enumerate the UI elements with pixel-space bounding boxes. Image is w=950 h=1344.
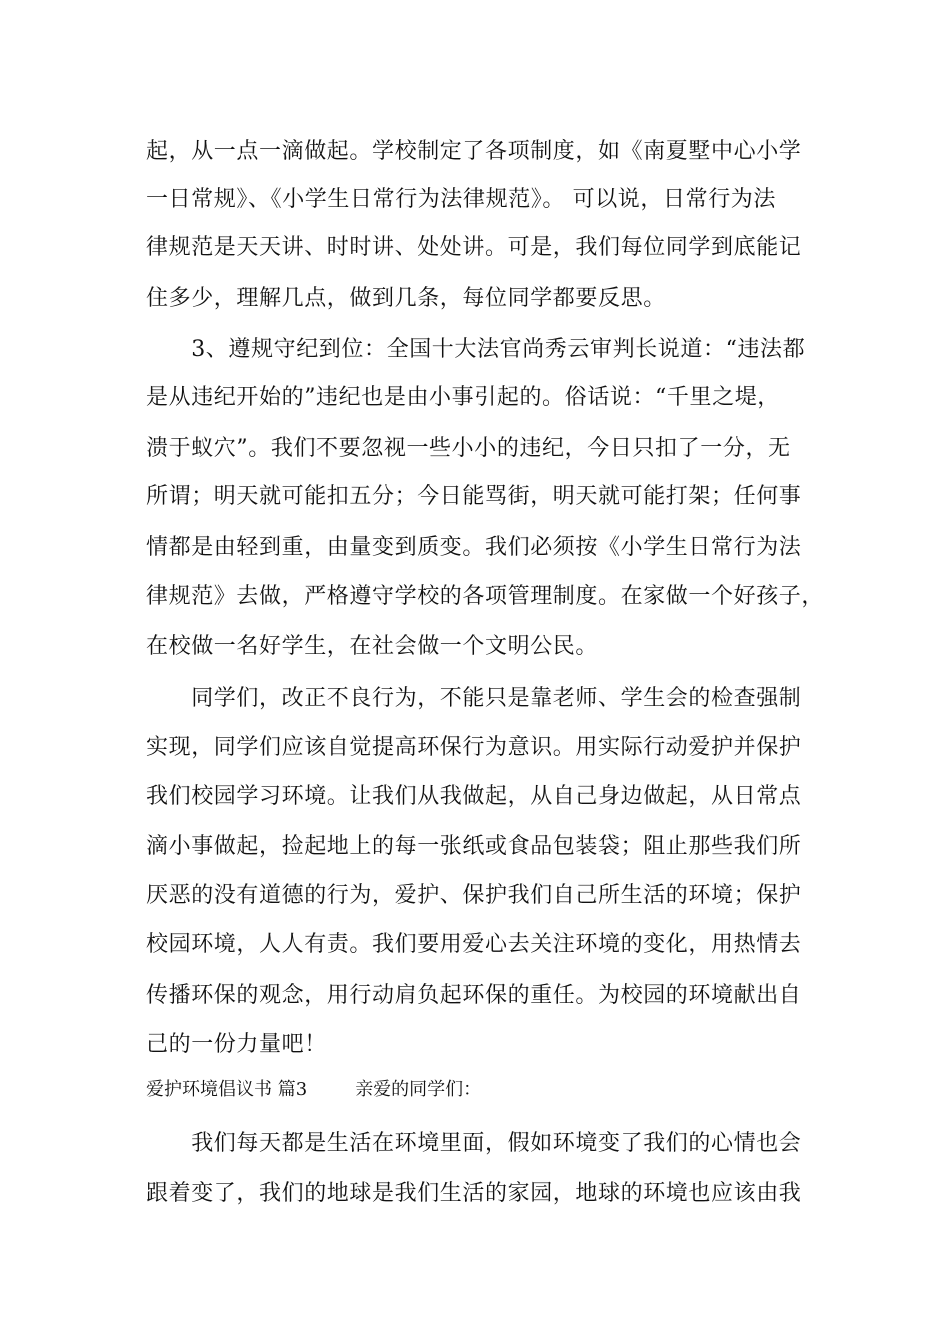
text-line: 溃于蚁穴”。我们不要忽视一些小小的违纪，今日只扣了一分，无 [146, 436, 791, 461]
text-line: 厌恶的没有道德的行为，爱护、保护我们自己所生活的环境；保护 [146, 883, 802, 908]
text-line: 我们校园学习环境。让我们从我做起，从自己身边做起，从日常点 [146, 784, 802, 809]
text-line: 住多少，理解几点，做到几条，每位同学都要反思。 [146, 286, 666, 311]
text-line: 起，从一点一滴做起。学校制定了各项制度，如《南夏墅中心小学 [146, 139, 802, 164]
text-line: 是从违纪开始的”违纪也是由小事引起的。俗话说：“千里之堤， [146, 385, 780, 410]
text-line: 一日常规》、《小学生日常行为法律规范》。 可以说，日常行为法 [146, 187, 776, 212]
text-line: 校园环境，人人有责。我们要用爱心去关注环境的变化，用热情去 [146, 932, 802, 957]
text-line: 律规范》去做，严格遵守学校的各项管理制度。在家做一个好孩子， [146, 584, 825, 609]
section-title: 爱护环境倡议书 篇3 [146, 1079, 308, 1100]
text-line: 情都是由轻到重，由量变到质变。我们必须按《小学生日常行为法 [146, 535, 802, 560]
salutation: 亲爱的同学们： [355, 1079, 482, 1100]
text-line: 滴小事做起，捡起地上的每一张纸或食品包装袋；阻止那些我们所 [146, 834, 802, 859]
text-line: 3、遵规守纪到位：全国十大法官尚秀云审判长说道：“违法都 [146, 337, 806, 362]
text-line: 在校做一名好学生，在社会做一个文明公民。 [146, 634, 599, 659]
text-line: 实现，同学们应该自觉提高环保行为意识。用实际行动爱护并保护 [146, 735, 802, 760]
text-line: 传播环保的观念，用行动肩负起环保的重任。为校园的环境献出自 [146, 983, 802, 1008]
section-heading [146, 1077, 481, 1103]
text-line: 同学们，改正不良行为，不能只是靠老师、学生会的检查强制 [146, 686, 802, 711]
text-line: 跟着变了，我们的地球是我们生活的家园，地球的环境也应该由我 [146, 1181, 802, 1206]
text-line: 己的一份力量吧！ [146, 1032, 327, 1057]
text-line: 所谓；明天就可能扣五分；今日能骂街，明天就可能打架；任何事 [146, 484, 802, 509]
text-line: 律规范是天天讲、时时讲、处处讲。可是，我们每位同学到底能记 [146, 235, 802, 260]
text-line: 我们每天都是生活在环境里面，假如环境变了我们的心情也会 [146, 1131, 802, 1156]
